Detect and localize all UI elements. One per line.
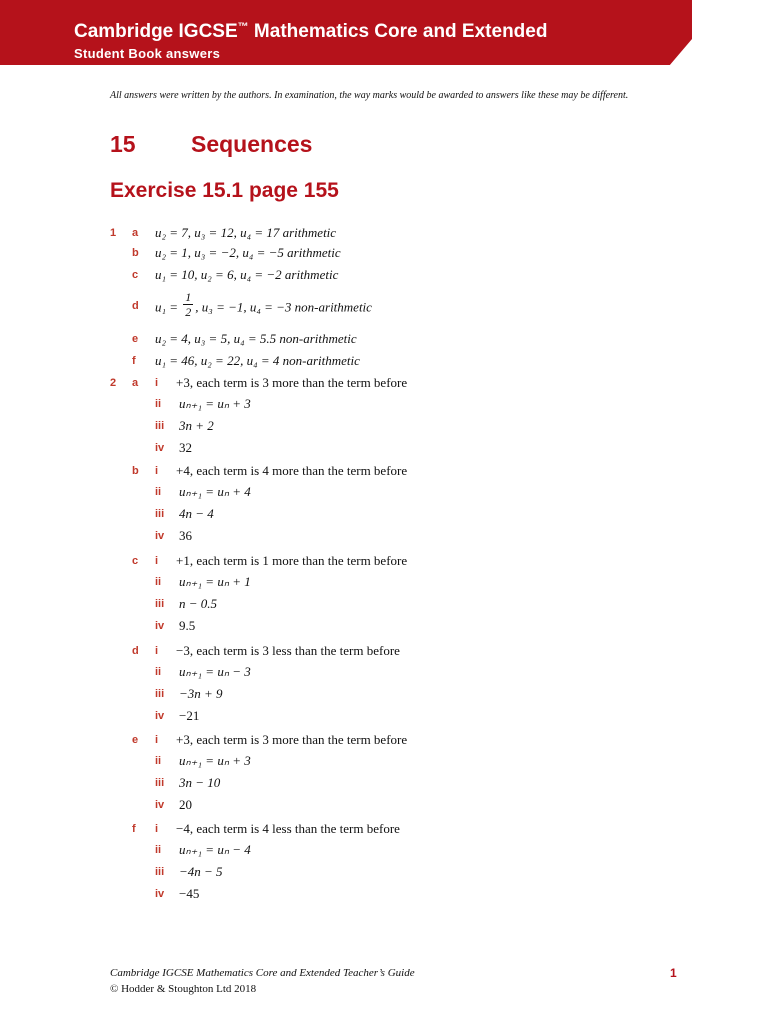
answer-row bbox=[0, 290, 768, 319]
disclaimer: All answers were written by the authors. In examination, the way marks would be awarded to answers like these may be different. bbox=[110, 90, 629, 101]
answer-text: uₙ₊₁ = uₙ + 4 bbox=[179, 484, 251, 499]
answer-text: −3n + 9 bbox=[179, 686, 223, 701]
answer-row bbox=[0, 797, 768, 815]
subpart-label: iv bbox=[155, 620, 165, 632]
answer-row bbox=[0, 686, 768, 704]
answer-text: uₙ₊₁ = uₙ + 1 bbox=[179, 574, 251, 589]
subpart-label: iii bbox=[155, 777, 165, 789]
subpart-label: iv bbox=[155, 888, 165, 900]
trademark: ™ bbox=[237, 21, 249, 33]
answer-text: +4, each term is 4 more than the term before bbox=[176, 463, 408, 478]
answer-text: 3n + 2 bbox=[179, 418, 214, 433]
subpart-label: iii bbox=[155, 866, 165, 878]
subpart-label: i bbox=[155, 555, 159, 567]
answer-text: −21 bbox=[179, 708, 200, 723]
book-subtitle: Student Book answers bbox=[74, 46, 221, 61]
question-number: 2 bbox=[110, 377, 117, 389]
answer-text: −4n − 5 bbox=[179, 864, 223, 879]
answer-row bbox=[0, 732, 768, 750]
answer-text: u₁ = 10, u₂ = 6, u₄ = −2 arithmetic bbox=[155, 267, 339, 282]
subpart-label: iii bbox=[155, 420, 165, 432]
answer-text: uₙ₊₁ = uₙ − 4 bbox=[179, 842, 251, 857]
subpart-label: ii bbox=[155, 398, 162, 410]
subpart-label: iv bbox=[155, 442, 165, 454]
part-label: a bbox=[132, 227, 139, 239]
answer-row bbox=[0, 506, 768, 524]
part-label: d bbox=[132, 645, 139, 657]
answer-text: +3, each term is 3 more than the term before bbox=[176, 375, 408, 390]
answer-text: u₁ = 46, u₂ = 22, u₄ = 4 non-arithmetic bbox=[155, 353, 360, 368]
page-number: 1 bbox=[670, 966, 677, 980]
book-title: Cambridge IGCSE™ Mathematics Core and Extended bbox=[74, 21, 548, 42]
subpart-label: ii bbox=[155, 666, 162, 678]
subpart-label: i bbox=[155, 465, 159, 477]
answer-text: u₁ = $\frac{1}{2}$ , u₃ = −1, u₄ = −3 non-arithmetic bbox=[155, 290, 372, 319]
answer-row bbox=[0, 864, 768, 882]
subpart-label: i bbox=[155, 823, 159, 835]
part-label: b bbox=[132, 247, 139, 259]
answer-row bbox=[0, 596, 768, 614]
answer-row bbox=[0, 225, 768, 243]
footer bbox=[110, 965, 415, 997]
answer-text: −4, each term is 4 less than the term before bbox=[176, 821, 400, 836]
answer-text: uₙ₊₁ = uₙ + 3 bbox=[179, 396, 251, 411]
answer-row bbox=[0, 353, 768, 371]
answer-text: −45 bbox=[179, 886, 200, 901]
part-label: c bbox=[132, 269, 139, 281]
part-label: e bbox=[132, 333, 139, 345]
part-label: e bbox=[132, 734, 139, 746]
answer-row bbox=[0, 842, 768, 860]
answer-row bbox=[0, 821, 768, 839]
answer-row bbox=[0, 708, 768, 726]
answer-row bbox=[0, 418, 768, 436]
answer-text: u₂ = 7, u₃ = 12, u₄ = 17 arithmetic bbox=[155, 225, 337, 240]
subpart-label: ii bbox=[155, 486, 162, 498]
answer-text: 9.5 bbox=[179, 618, 196, 633]
answer-text: u₂ = 1, u₃ = −2, u₄ = −5 arithmetic bbox=[155, 245, 341, 260]
subpart-label: ii bbox=[155, 755, 162, 767]
answer-row bbox=[0, 375, 768, 393]
chapter-number: 15 bbox=[110, 131, 136, 157]
subpart-label: i bbox=[155, 734, 159, 746]
answer-text: 32 bbox=[179, 440, 192, 455]
question-number: 1 bbox=[110, 227, 117, 239]
answer-row bbox=[0, 267, 768, 285]
answer-text: u₂ = 4, u₃ = 5, u₄ = 5.5 non-arithmetic bbox=[155, 331, 357, 346]
subpart-label: iv bbox=[155, 799, 165, 811]
answer-row bbox=[0, 528, 768, 546]
answer-row bbox=[0, 618, 768, 636]
part-label: b bbox=[132, 465, 139, 477]
subpart-label: iv bbox=[155, 530, 165, 542]
answer-row bbox=[0, 775, 768, 793]
answer-text: 3n − 10 bbox=[179, 775, 221, 790]
answer-row bbox=[0, 463, 768, 481]
subpart-label: i bbox=[155, 377, 159, 389]
answer-text: uₙ₊₁ = uₙ + 3 bbox=[179, 753, 251, 768]
subpart-label: iv bbox=[155, 710, 165, 722]
footer-copyright: © Hodder & Stoughton Ltd 2018 bbox=[110, 983, 257, 995]
subpart-label: iii bbox=[155, 598, 165, 610]
answer-row bbox=[0, 574, 768, 592]
exercise-heading: Exercise 15.1 page 155 bbox=[110, 179, 339, 202]
answer-text: n − 0.5 bbox=[179, 596, 218, 611]
answer-text: 20 bbox=[179, 797, 192, 812]
answer-row bbox=[0, 753, 768, 771]
subpart-label: iii bbox=[155, 688, 165, 700]
answer-text: +1, each term is 1 more than the term before bbox=[176, 553, 408, 568]
chapter-heading bbox=[110, 131, 312, 158]
answer-text: +3, each term is 3 more than the term before bbox=[176, 732, 408, 747]
answer-row bbox=[0, 245, 768, 263]
subpart-label: iii bbox=[155, 508, 165, 520]
answer-row bbox=[0, 553, 768, 571]
subpart-label: i bbox=[155, 645, 159, 657]
answer-row bbox=[0, 331, 768, 349]
answer-text: 36 bbox=[179, 528, 192, 543]
part-label: c bbox=[132, 555, 139, 567]
part-label: f bbox=[132, 823, 136, 835]
part-label: f bbox=[132, 355, 136, 367]
chapter-title: Sequences bbox=[191, 131, 313, 157]
answer-row bbox=[0, 886, 768, 904]
answer-row bbox=[0, 484, 768, 502]
footer-book-title: Cambridge IGCSE Mathematics Core and Extended Teacher’s Guide bbox=[110, 967, 415, 979]
part-label: d bbox=[132, 300, 139, 312]
answer-row bbox=[0, 643, 768, 661]
answer-text: 4n − 4 bbox=[179, 506, 214, 521]
fraction: $\frac{1}{2}$ bbox=[185, 290, 192, 319]
answer-row bbox=[0, 396, 768, 414]
answer-text: uₙ₊₁ = uₙ − 3 bbox=[179, 664, 251, 679]
answer-row bbox=[0, 440, 768, 458]
answer-row bbox=[0, 664, 768, 682]
subpart-label: ii bbox=[155, 844, 162, 856]
subpart-label: ii bbox=[155, 576, 162, 588]
part-label: a bbox=[132, 377, 139, 389]
answer-text: −3, each term is 3 less than the term before bbox=[176, 643, 400, 658]
